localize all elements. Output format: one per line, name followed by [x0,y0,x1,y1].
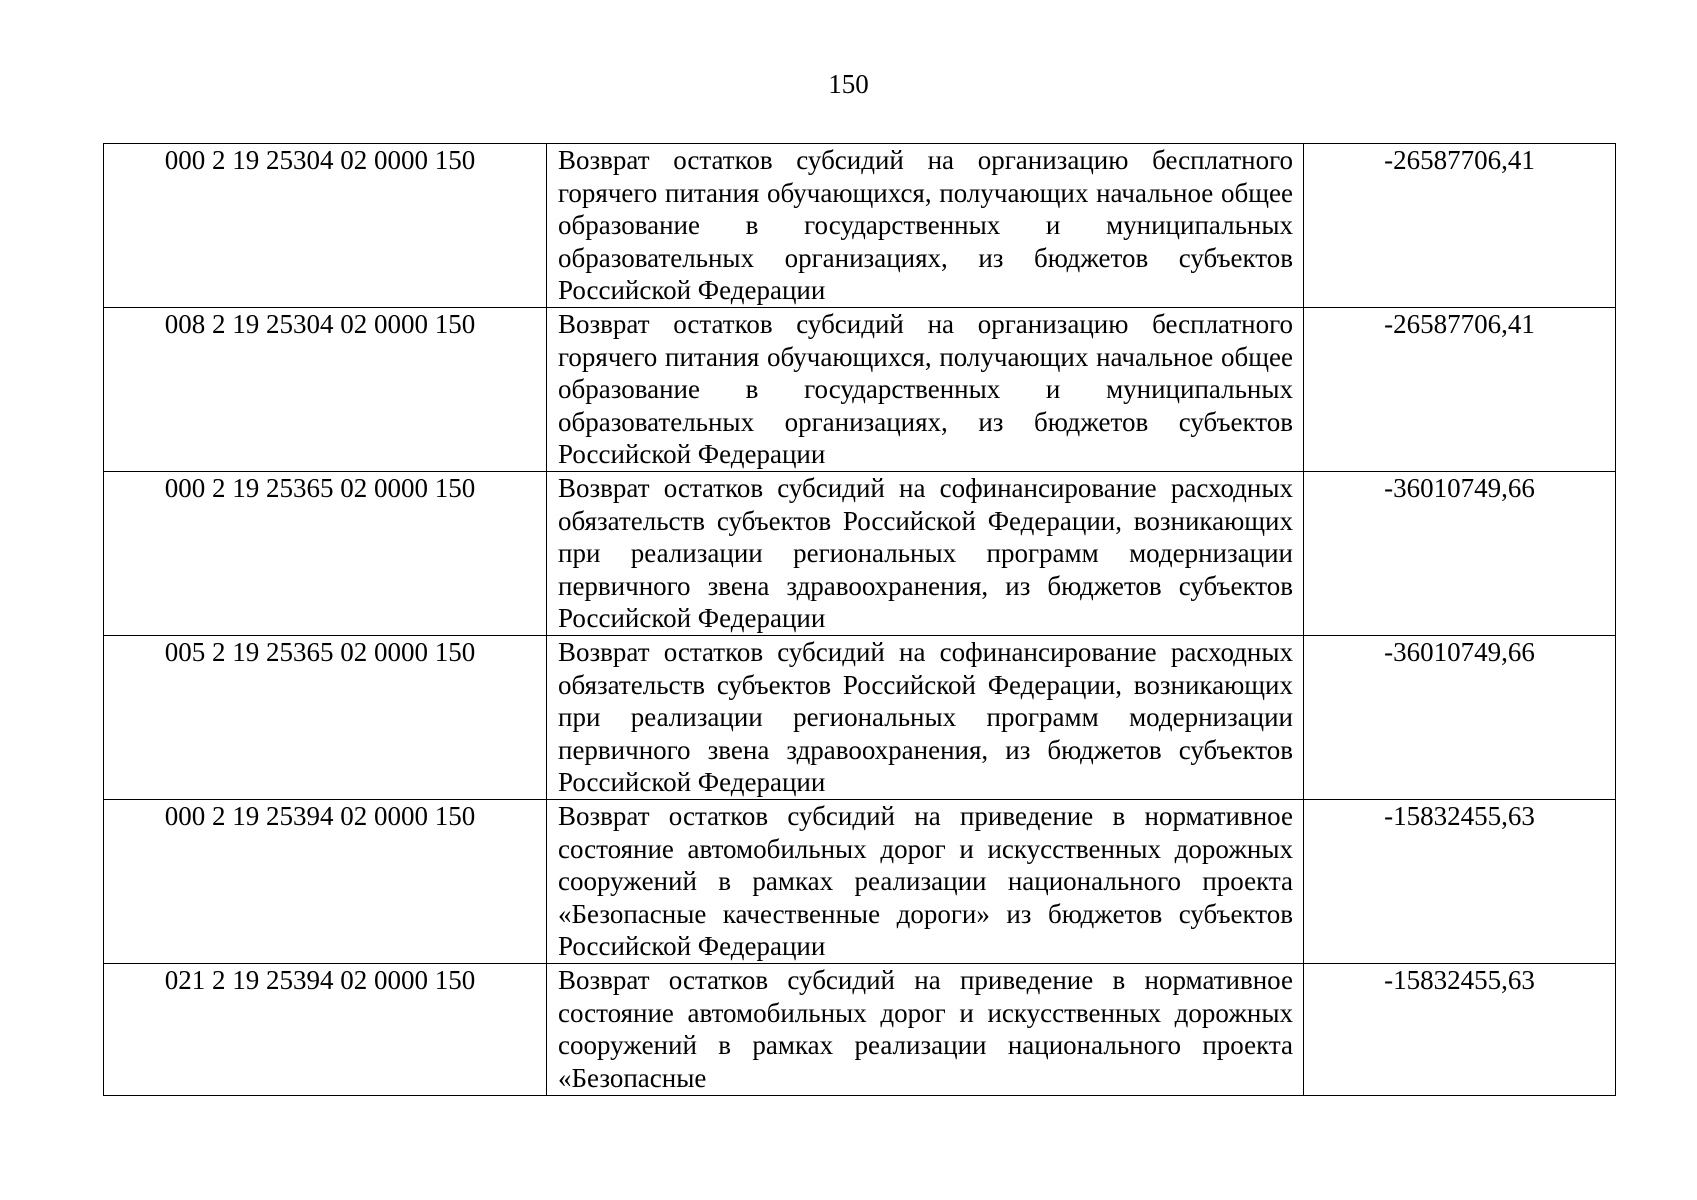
table-row [104,472,1616,636]
page-number: 150 [828,69,869,99]
budget-code-cell: 000 2 19 25304 02 0000 150 [104,144,547,308]
budget-code-cell: 021 2 19 25394 02 0000 150 [104,964,547,1096]
description-text: Возврат остатков субсидий на приведение в нормативное состояние автомобильных дорог и искусственных дорожных сооружений в рамках реализации национального проекта «Безопасные [558,965,1293,1093]
amount-cell: -36010749,66 [1304,636,1616,800]
amount-cell: -26587706,41 [1304,144,1616,308]
description-cell: Возврат остатков субсидий на организацию бесплатного горячего питания обучающихся, получающих начальное общее образование в государственных и муниципальных образовательных организациях, из бюджетов субъектов Российской Федерации [547,144,1304,308]
budget-code-cell: 008 2 19 25304 02 0000 150 [104,308,547,472]
description-cell: Возврат остатков субсидий на софинансирование расходных обязательств субъектов Российской Федерации, возникающих при реализации региональных программ модернизации первичного звена здравоохранения, из бюджетов субъектов Российской Федерации [547,472,1304,636]
description-cell [547,964,1304,1096]
budget-code-cell: 000 2 19 25394 02 0000 150 [104,800,547,964]
description-cell: Возврат остатков субсидий на приведение в нормативное состояние автомобильных дорог и искусственных дорожных сооружений в рамках реализации национального проекта «Безопасные качественные дороги» из бюджетов субъектов Российской Федерации [547,800,1304,964]
amount-cell: -26587706,41 [1304,308,1616,472]
budget-code-cell: 005 2 19 25365 02 0000 150 [104,636,547,800]
budget-code-cell: 000 2 19 25365 02 0000 150 [104,472,547,636]
amount-cell: -15832455,63 [1304,964,1616,1096]
description-cell: Возврат остатков субсидий на софинансирование расходных обязательств субъектов Российской Федерации, возникающих при реализации региональных программ модернизации первичного звена здравоохранения, из бюджетов субъектов Российской Федерации [547,636,1304,800]
amount-cell: -36010749,66 [1304,472,1616,636]
description-cell: Возврат остатков субсидий на организацию бесплатного горячего питания обучающихся, получающих начальное общее образование в государственных и муниципальных образовательных организациях, из бюджетов субъектов Российской Федерации [547,308,1304,472]
table-row [104,800,1616,964]
table-row [104,636,1616,800]
table-row [104,964,1616,1096]
table-row [104,308,1616,472]
budget-table [103,143,1616,1096]
amount-cell: -15832455,63 [1304,800,1616,964]
table-row [104,144,1616,308]
